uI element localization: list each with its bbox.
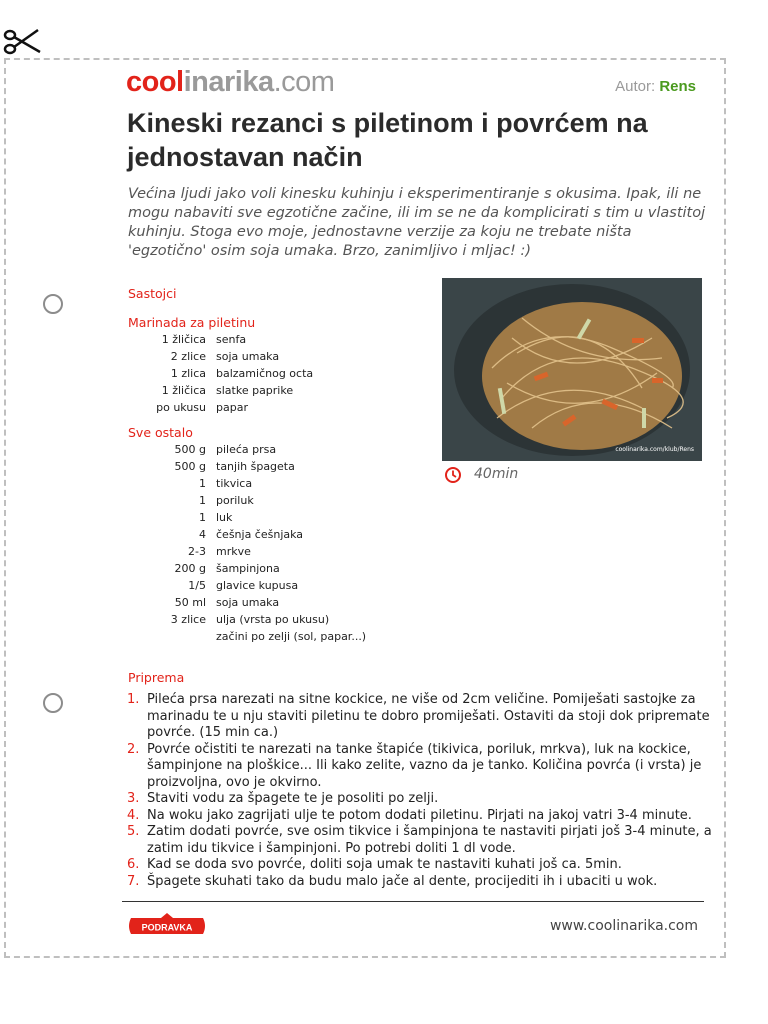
ingredient-row <box>128 441 366 458</box>
ingredient-name: slatke paprike <box>216 384 294 397</box>
ingredient-name: češnja češnjaka <box>216 528 304 541</box>
preparation-step <box>127 808 717 825</box>
ingredient-name: šampinjona <box>216 562 280 575</box>
svg-text:PODRAVKA: PODRAVKA <box>141 922 193 933</box>
binder-hole <box>43 294 63 314</box>
preparation-step <box>127 791 717 808</box>
ingredient-quantity: 200 g <box>174 562 206 575</box>
ingredient-quantity: 3 zlice <box>170 613 206 626</box>
podravka-logo[interactable] <box>127 912 207 940</box>
ingredient-name: ulja (vrsta po ukusu) <box>216 613 330 626</box>
ingredient-quantity: 1 <box>199 511 206 524</box>
author-line <box>615 78 696 95</box>
ingredient-row <box>128 509 366 526</box>
ingredient-quantity: 1 <box>199 477 206 490</box>
ingredient-row <box>128 331 313 348</box>
preparation-step <box>127 824 717 857</box>
ingredient-row <box>128 365 313 382</box>
ingredient-name: balzamičnog octa <box>216 367 314 380</box>
ingredient-row <box>128 458 366 475</box>
ingredient-row <box>128 560 366 577</box>
author-label: Autor: <box>615 78 656 95</box>
ingredient-row <box>128 543 366 560</box>
step-number: 3. <box>127 791 140 806</box>
step-number: 1. <box>127 692 140 707</box>
photo-credit: coolinarika.com/klub/Rens <box>615 446 694 453</box>
step-text: Povrće očistiti te narezati na tanke štapiće (tikivica, poriluk, mrkva), luk na kockice, šampinjone na ploškice... Ili kako zelite, vazno da je tanko. Količina povrća (i vrsta) je proizvoljna, ovo je okvirno. <box>147 741 702 790</box>
ingredient-quantity: 500 g <box>174 443 206 456</box>
step-number: 4. <box>127 807 140 823</box>
scissors-icon <box>2 26 42 58</box>
ingredient-list-marinade <box>128 331 313 416</box>
preparation-step <box>127 742 717 792</box>
ingredient-row <box>128 399 313 416</box>
ingredient-quantity: 1 žličica <box>161 384 206 397</box>
step-text: Na woku jako zagrijati ulje te potom dodati piletinu. Pirjati na jakoj vatri 3-4 minute. <box>147 807 692 823</box>
preparation-steps <box>127 692 717 890</box>
ingredient-quantity: 1 žličica <box>161 333 206 346</box>
ingredient-quantity: 1 <box>199 494 206 507</box>
author-name[interactable]: Rens <box>659 78 696 95</box>
preparation-step <box>127 692 717 742</box>
ingredient-quantity <box>128 628 216 645</box>
binder-hole <box>43 693 63 713</box>
ingredient-group-title: Sve ostalo <box>128 425 193 440</box>
recipe-title: Kineski rezanci s piletinom i povrćem na jednostavan način <box>127 108 648 172</box>
step-number: 5. <box>127 824 140 839</box>
recipe-intro: Većina ljudi jako voli kinesku kuhinju i eksperimentiranje s okusima. Ipak, ili ne mogu nabaviti sve egzotične začine, ili im se ne da komplicirati s tim u vlastitoj kuhinju. Stoga evo moje, jednostavne verzije za koju ne trebate ništa 'egzotično' osim soja umaka. Brzo, zanimljivo i mljac! :) <box>128 186 706 259</box>
ingredient-quantity: 500 g <box>174 460 206 473</box>
ingredient-name: pileća prsa <box>216 443 277 456</box>
ingredient-name: luk <box>216 511 233 524</box>
ingredient-name: papar <box>216 401 248 414</box>
step-text: Pileća prsa narezati na sitne kockice, ne više od 2cm veličine. Pomiješati sastojke za marinadu te u nju staviti piletinu te dobro promiješati. Ostaviti da stoji dok pripremate povrće. (15 min ca.) <box>147 692 710 740</box>
footer-divider <box>122 901 704 902</box>
ingredient-row <box>128 382 313 399</box>
step-number: 7. <box>127 873 140 889</box>
ingredient-list-other <box>128 441 366 645</box>
ingredient-name: tikvica <box>216 477 253 490</box>
ingredients-heading: Sastojci <box>128 286 177 301</box>
ingredient-row <box>128 611 366 628</box>
step-number: 2. <box>127 741 140 757</box>
ingredient-quantity: 2 zlice <box>170 350 206 363</box>
step-text: Kad se doda svo povrće, doliti soja umak te nastaviti kuhati još ca. 5min. <box>147 857 622 872</box>
recipe-photo <box>442 278 702 461</box>
ingredient-quantity: 1 zlica <box>170 367 206 380</box>
preparation-heading: Priprema <box>128 670 185 685</box>
ingredient-row <box>128 348 313 365</box>
prep-time: 40min <box>474 466 519 482</box>
step-text: Zatim dodati povrće, sve osim tikvice i šampinjona te nastaviti pirjati još 3-4 minute, a zatim idu tikvice i šampinjoni. Po potrebi doliti 1 dl vode. <box>147 824 712 856</box>
ingredient-row <box>128 492 366 509</box>
ingredient-row <box>128 628 366 645</box>
ingredient-row <box>128 475 366 492</box>
ingredient-name: glavice kupusa <box>216 579 299 592</box>
ingredient-name: tanjih špageta <box>216 460 295 473</box>
preparation-step <box>127 874 717 891</box>
ingredient-name: začini po zelji (sol, papar...) <box>216 630 367 643</box>
preparation-step <box>127 857 717 874</box>
ingredient-name: mrkve <box>216 545 251 558</box>
ingredient-name: senfa <box>216 333 247 346</box>
ingredient-name: soja umaka <box>216 596 280 609</box>
noodles-photo-illustration <box>442 278 702 461</box>
ingredient-quantity: 2-3 <box>188 545 206 558</box>
step-number: 6. <box>127 857 140 872</box>
clock-icon <box>444 466 462 484</box>
ingredient-row <box>128 577 366 594</box>
ingredient-name: soja umaka <box>216 350 280 363</box>
ingredient-row <box>128 526 366 543</box>
step-text: Staviti vodu za špagete te je posoliti po zelji. <box>147 791 439 806</box>
coolinarika-logo[interactable]: coolinarika.com <box>126 66 335 98</box>
ingredient-name: poriluk <box>216 494 254 507</box>
ingredient-quantity: 50 ml <box>174 596 206 609</box>
footer-website-link[interactable]: www.coolinarika.com <box>549 918 698 934</box>
ingredient-quantity: 1/5 <box>188 579 206 592</box>
ingredient-group-title: Marinada za piletinu <box>128 315 256 330</box>
step-text: Špagete skuhati tako da budu malo jače al dente, procijediti ih i ubaciti u wok. <box>147 873 658 889</box>
ingredient-quantity: 4 <box>199 528 206 541</box>
ingredient-row <box>128 594 366 611</box>
ingredient-quantity: po ukusu <box>156 401 206 414</box>
